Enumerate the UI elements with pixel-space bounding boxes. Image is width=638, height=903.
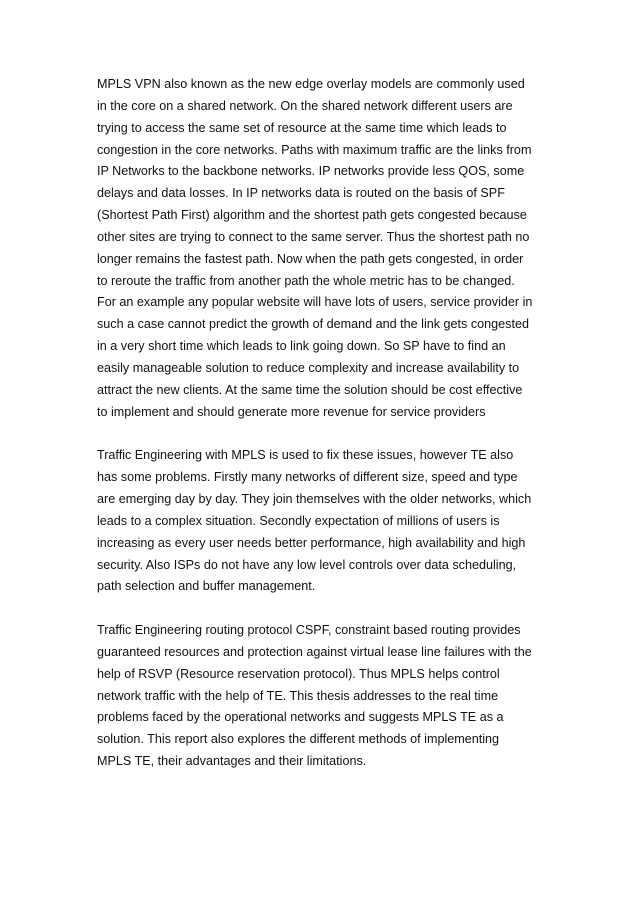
paragraph-traffic-engineering-problems: Traffic Engineering with MPLS is used to fix these issues, however TE also has some problems. Firstly many networks of different size, speed and type are emerging day by day. They join themselves with the older networks, which leads to a complex situation. Secondly expectation of millions of users is increasing as every user needs better performance, high availability and high security. Also ISPs do not have any low level controls over data scheduling, path selection and buffer management.: [97, 448, 532, 594]
body-text: [97, 74, 542, 773]
paragraph-mpls-vpn-overview: MPLS VPN also known as the new edge overlay models are commonly used in the core on a shared network. On the shared network different users are trying to access the same set of resource at the same time which leads to congestion in the core networks. Paths with maximum traffic are the links from IP Networks to the backbone networks. IP networks provide less QOS, some delays and data losses. In IP networks data is routed on the basis of SPF (Shortest Path First) algorithm and the shortest path gets congested because other sites are trying to connect to the same server. Thus the shortest path no longer remains the fastest path. Now when the path gets congested, in order to reroute the traffic from another path the whole metric has to be changed. For an example any popular website will have lots of users, service provider in such a case cannot predict the growth of demand and the link gets congested in a very short time which leads to link going down. So SP have to find an easily manageable solution to reduce complexity and increase availability to attract the new clients. At the same time the solution should be cost effective to implement and should generate more revenue for service providers: [97, 77, 533, 419]
paragraph-cspf-solution: Traffic Engineering routing protocol CSPF, constraint based routing provides guaranteed resources and protection against virtual lease line failures with the help of RSVP (Resource reservation protocol). Thus MPLS helps control network traffic with the help of TE. This thesis addresses to the real time problems faced by the operational networks and suggests MPLS TE as a solution. This report also explores the different methods of implementing MPLS TE, their advantages and their limitations.: [97, 623, 532, 769]
